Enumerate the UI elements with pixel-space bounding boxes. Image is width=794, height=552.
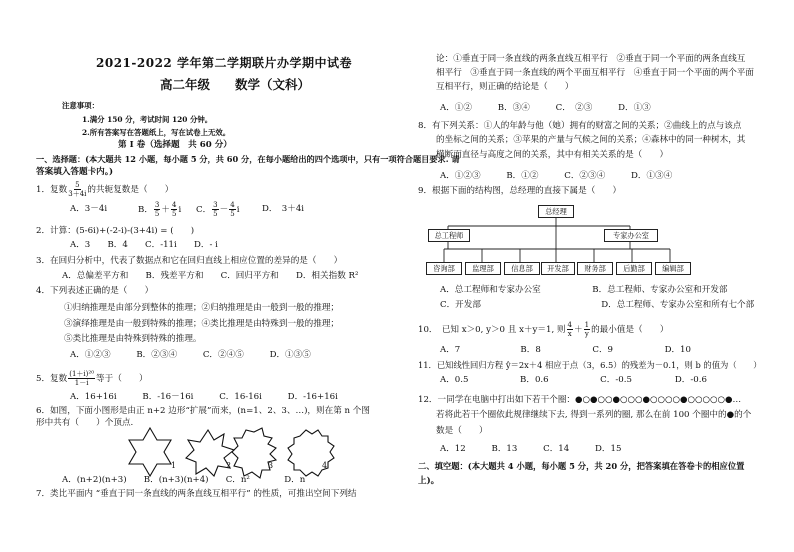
- q10-stem: [418, 321, 668, 338]
- q12-line-3: 数是（ ）: [436, 426, 488, 436]
- q1-fraction: [68, 181, 86, 198]
- q5-stem-a: 5．复数: [36, 374, 68, 384]
- q7-line-1: 7．类比平面内 “垂直于同一条直线的两条直线互相平行” 的性质，可推出空间下列结: [36, 489, 357, 499]
- q3-stem: 3．在回归分析中，代表了数据点和它在回归直线上相应位置的差异的是（ ）: [36, 256, 343, 266]
- org-node-bottom-3: 信息部: [504, 262, 540, 275]
- q10-stem-b: 的最小值是（ ）: [591, 325, 669, 335]
- figure-4-label: 4: [322, 461, 328, 470]
- q6-line-1: 6．如图，下面小图形是由正 n+2 边形“扩展”而来，(n=1、2、3、…)，则在第 n 个图: [36, 406, 370, 416]
- q6-line-2: 形中共有（ ）个顶点.: [36, 418, 134, 428]
- q6-options: A．(n+2)(n+3) B．(n+3)(n+4) C．n² D．n: [62, 475, 306, 485]
- q1-option-d: D． 3＋4i: [262, 204, 305, 214]
- q1-c-d2: 5: [230, 210, 235, 218]
- figure-1-label: 1: [171, 461, 177, 470]
- q2-stem: 2．计算：(5-6i)+(-2-i)-(3+4i) = ( ): [36, 226, 195, 236]
- org-node-bottom-2: 监理部: [465, 262, 501, 275]
- q12-options: A．12 B．13 C．14 D．15: [440, 444, 622, 454]
- q4-statement-2: ③演绎推理是由一般到特殊的推理；④类比推理是由特殊到一般的推理；: [64, 319, 340, 329]
- q3-options: A．总偏差平方和 B．残差平方和 C．回归平方和 D．相关指数 R²: [62, 271, 359, 281]
- q5-stem: [36, 370, 148, 387]
- org-node-left: 总工程师: [428, 229, 470, 242]
- right-column: [400, 0, 794, 552]
- org-node-bottom-6: 后勤部: [616, 262, 652, 275]
- q1-option-b: [138, 201, 181, 218]
- exam-subtitle: 高二年级 数学（文科）: [160, 77, 311, 92]
- q8-line-1: 8．有下列关系：①人的年龄与他（她）拥有的财富之间的关系；②曲线上的点与该点: [418, 121, 742, 131]
- q1-c-n2: 4: [230, 201, 235, 209]
- q11-options: A．0.5 B．0.6 C．-0.5 D．-0.6: [440, 375, 707, 385]
- notice-line-1: 1.满分 150 分，考试时间 120 分钟。: [82, 115, 213, 124]
- q5-frac-num: (1＋i)²⁰: [69, 370, 95, 378]
- q10-frac-1: [567, 321, 573, 338]
- q1-option-c: [196, 201, 239, 218]
- org-node-bottom-1: 咨询部: [426, 262, 462, 275]
- q5-options: A．16+16i B．-16－16i C．16-16i D．-16+16i: [70, 392, 338, 402]
- q1-frac-den: 3＋4i: [68, 190, 87, 198]
- q1-stem: [36, 181, 173, 198]
- section2-line-2: 上)。: [418, 476, 440, 486]
- q8-line-3: 横断面直径与高度之间的关系，其中有相关关系的是（ ）: [436, 150, 669, 160]
- q4-options: A．①②③ B．②③④ C．②④⑤ D．①③⑤: [70, 350, 311, 360]
- q10-f2-num: 1: [584, 321, 590, 329]
- notice-heading: 注意事项：: [62, 101, 99, 110]
- q1-b-op: ＋: [161, 205, 170, 215]
- q1-c-n1: 3: [213, 201, 218, 209]
- q12-line-1: 12．一同学在电脑中打出如下若干个圈：●○●○○●○○○●○○○○●○○○○○●…: [418, 395, 742, 405]
- q1-b-frac1: [154, 201, 160, 218]
- figure-2-label: 2: [226, 461, 232, 470]
- q12-line-2: 若将此若干个圈依此规律继续下去, 得到一系列的圈, 那么在前 100 个圈中的●的个: [436, 410, 752, 420]
- q1-c-prefix: C．: [196, 205, 212, 215]
- org-node-right: 专家办公室: [604, 229, 658, 242]
- section1-line-1: 一、选择题：(本大题共 12 小题，每小题 5 分，共 60 分，在每小题给出的四个选项中，只有一项符合题目要求. 请: [36, 154, 460, 164]
- q10-f1-num: 4: [567, 321, 572, 329]
- figure-3-label: 3: [268, 461, 274, 470]
- q9-stem: 9．根据下面的结构图，总经理的直接下属是（ ）: [418, 186, 622, 196]
- q1-b-d2: 5: [172, 210, 177, 218]
- q8-options: A．①②③ B．①② C．②③④ D．①③④: [440, 171, 673, 181]
- q1-stem-a: 1．复数: [36, 185, 68, 195]
- q10-f2-den: y: [584, 330, 589, 338]
- q4-statement-1: ①归纳推理是由部分到整体的推理；②归纳推理是由一般到一般的推理；: [64, 303, 340, 313]
- q1-c-suffix: i: [236, 205, 240, 215]
- q1-b-frac2: [171, 201, 177, 218]
- q7-cont-line-2: 相平行 ③垂直于同一条直线的两个平面互相平行 ④垂直于同一个平面的两个平面: [436, 68, 754, 78]
- section2-line-1: 二、填空题：(本大题共 4 小题，每小题 5 分，共 20 分，把答案填在答卷卡的相应位置: [418, 461, 745, 471]
- q9-options-row-2: C．开发部 D．总工程师、专家办公室和所有七个部: [440, 300, 755, 310]
- q10-f1-den: x: [567, 330, 572, 338]
- q1-b-suffix: i: [178, 205, 182, 215]
- org-node-bottom-5: 财务部: [577, 262, 613, 275]
- org-node-top: 总经理: [538, 205, 574, 218]
- org-node-bottom-7: 编辑部: [655, 262, 691, 275]
- q7-cont-line-1: 论：①垂直于同一条直线的两条直线互相平行 ②垂直于同一个平面的两条直线互: [436, 54, 746, 64]
- q1-c-frac2: [229, 201, 235, 218]
- q10-stem-a: 10． 已知 x＞0, y＞0 且 x＋y＝1, 则: [418, 325, 566, 335]
- q8-line-2: 的坐标之间的关系；③苹果的产量与气候之间的关系；④森林中的同一种树木，其: [436, 135, 746, 145]
- q5-fraction: [68, 370, 95, 387]
- q10-options: A．7 B．8 C．9 D．10: [440, 345, 691, 355]
- q1-c-op: －: [219, 205, 229, 215]
- q5-stem-b: 等于（ ）: [96, 374, 148, 384]
- q1-option-a: A．3－4i: [70, 204, 108, 214]
- q1-frac-num: 5: [75, 181, 80, 189]
- figure-1-star: [129, 428, 171, 476]
- q1-c-frac1: [212, 201, 218, 218]
- q4-stem: 4．下列表述正确的是（ ）: [36, 286, 154, 296]
- q10-frac-2: [584, 321, 590, 338]
- exam-title: 2021-2022 学年第二学期联片办学期中试卷: [96, 56, 352, 70]
- notice-line-2: 2.所有答案写在答题纸上，写在试卷上无效。: [82, 128, 231, 137]
- q1-b-n2: 4: [172, 201, 177, 209]
- q1-b-d1: 5: [154, 210, 160, 218]
- q4-statement-3: ⑤类比推理是由特殊到特殊的推理。: [64, 334, 202, 344]
- volume-heading: 第 I 卷（选择题 共 60 分）: [118, 140, 232, 150]
- q1-c-d1: 5: [213, 210, 218, 218]
- section1-line-2: 答案填入答题卡内。): [36, 167, 114, 177]
- figure-4-star: [288, 430, 334, 476]
- q7-cont-line-3: 互相平行，则正确的结论是（ ）: [436, 82, 574, 92]
- q11-stem: 11．已知线性回归方程 ŷ＝2x＋4 相应于点（3，6.5）的残差为－0.1，则 b 的值为（ ）: [418, 360, 762, 370]
- q9-options-row-1: A．总工程师和专家办公室 B．总工程师、专家办公室和开发部: [440, 285, 728, 295]
- q5-frac-den: 1－i: [74, 379, 89, 387]
- q10-plus: ＋: [573, 325, 583, 335]
- q7-options: A．①② B．③④ C． ②③ D．①③: [440, 103, 651, 113]
- q2-options: A．3 B．4 C．-11i D．- i: [70, 240, 218, 250]
- org-node-bottom-4: 开发部: [541, 262, 575, 275]
- q1-stem-b: 的共轭复数是（ ）: [87, 185, 174, 195]
- q1-b-n1: 3: [154, 201, 160, 209]
- q1-b-prefix: B．: [138, 205, 153, 215]
